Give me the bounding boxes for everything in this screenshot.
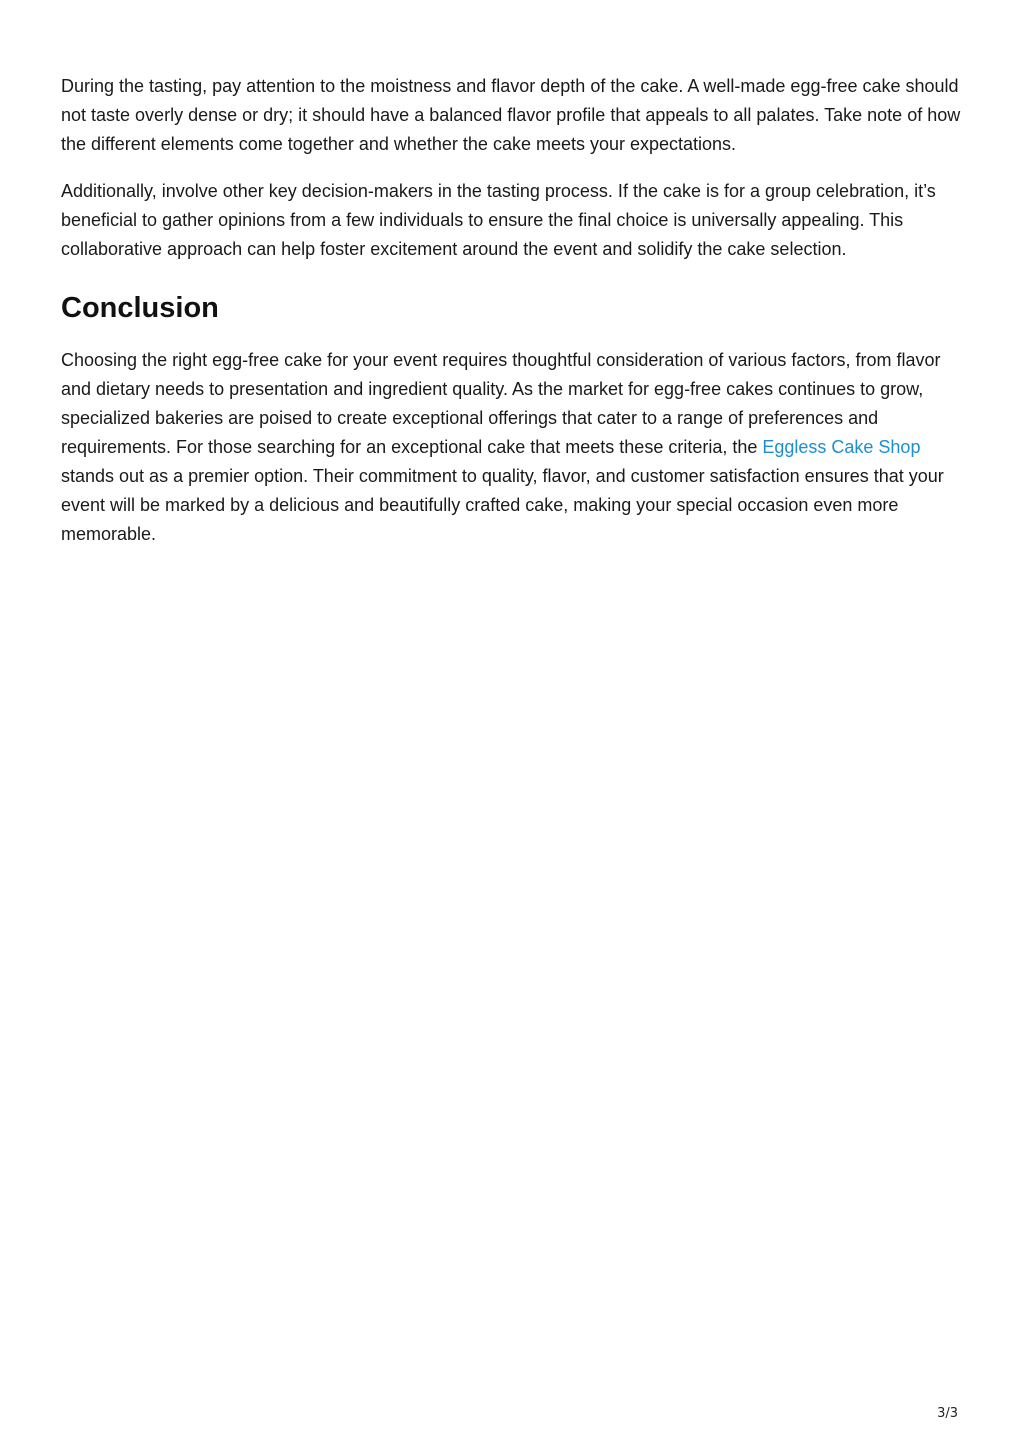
conclusion-text-after-link: stands out as a premier option. Their commitment to quality, flavor, and customer satisfaction ensures that your event will be marked by a delicious and beautifully crafted cake, making your special occasion even more memorable. [61, 466, 944, 544]
document-body [61, 72, 961, 567]
conclusion-paragraph [61, 346, 961, 549]
tasting-paragraph: During the tasting, pay attention to the moistness and flavor depth of the cake. A well-made egg-free cake should not taste overly dense or dry; it should have a balanced flavor profile that appeals to all palates. Take note of how the different elements come together and whether the cake meets your expectations. [61, 76, 961, 154]
conclusion-text-before-link: Choosing the right egg-free cake for your event requires thoughtful consideration of various factors, from flavor and dietary needs to presentation and ingredient quality. As the market for egg-free cakes continues to grow, specialized bakeries are poised to create exceptional offerings that cater to a range of preferences and requirements. For those searching for an exceptional cake that meets these criteria, the [61, 350, 941, 457]
eggless-cake-shop-link[interactable]: Eggless Cake Shop [762, 437, 921, 457]
conclusion-heading: Conclusion [61, 292, 219, 324]
decision-makers-paragraph: Additionally, involve other key decision-makers in the tasting process. If the cake is for a group celebration, it’s beneficial to gather opinions from a few individuals to ensure the final choice is universally appealing. This collaborative approach can help foster excitement around the event and solidify the cake selection. [61, 181, 936, 259]
page-number: 3/3 [937, 1406, 958, 1421]
